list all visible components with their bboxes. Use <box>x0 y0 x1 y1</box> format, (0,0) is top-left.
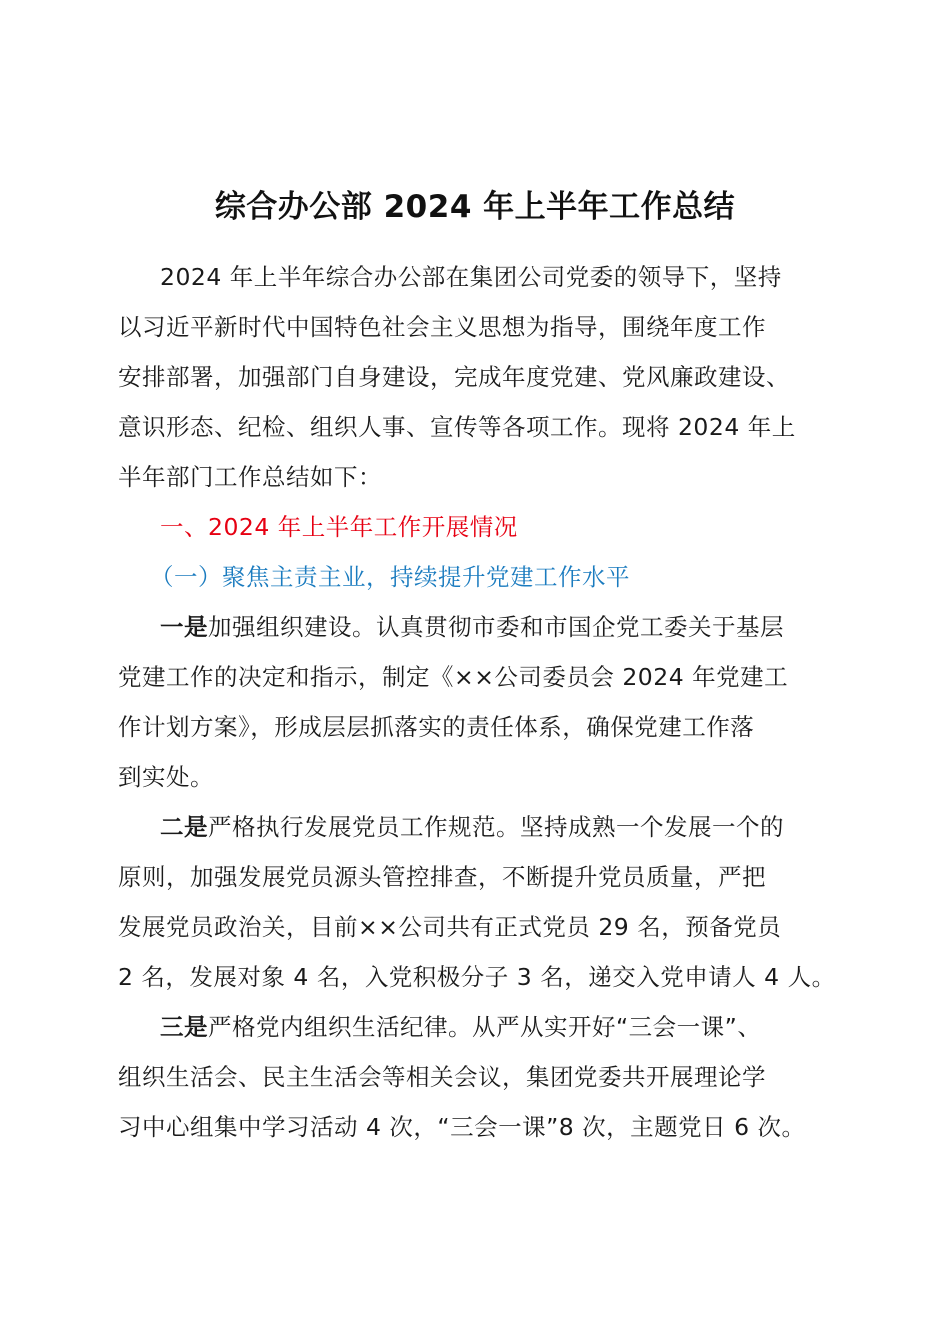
item3-line-3: 习中心组集中学习活动 4 次，“三会一课”8 次，主题党日 6 次。 <box>118 1113 806 1141</box>
item3-line-2: 组织生活会、民主生活会等相关会议，集团党委共开展理论学 <box>118 1063 766 1091</box>
item2-line-3: 发展党员政治关，目前××公司共有正式党员 29 名，预备党员 <box>118 913 782 941</box>
intro-line-1: 2024 年上半年综合办公部在集团公司党委的领导下，坚持 <box>160 263 782 291</box>
document-title: 综合办公部 2024 年上半年工作总结 <box>214 189 736 225</box>
item3-line-1 <box>160 1002 890 1052</box>
item2-lead: 二是 <box>160 813 208 841</box>
item1-line-4: 到实处。 <box>118 763 214 791</box>
intro-line-4: 意识形态、纪检、组织人事、宣传等各项工作。现将 2024 年上 <box>118 413 796 441</box>
item2-line-2: 原则，加强发展党员源头管控排查，不断提升党员质量，严把 <box>118 863 766 891</box>
item2-line-1 <box>160 802 890 852</box>
intro-line-3: 安排部署，加强部门自身建设，完成年度党建、党风廉政建设、 <box>118 363 790 391</box>
intro-line-2: 以习近平新时代中国特色社会主义思想为指导，围绕年度工作 <box>118 313 766 341</box>
section-heading-1: 一、2024 年上半年工作开展情况 <box>160 513 518 541</box>
item3-lead: 三是 <box>160 1013 208 1041</box>
subsection-heading-1: （一）聚焦主责主业，持续提升党建工作水平 <box>150 563 630 591</box>
item1-line-1 <box>160 602 890 652</box>
item1-text: 加强组织建设。认真贯彻市委和市国企党工委关于基层 <box>208 613 784 641</box>
intro-line-5: 半年部门工作总结如下： <box>118 463 382 491</box>
item1-line-3: 作计划方案》，形成层层抓落实的责任体系，确保党建工作落 <box>118 713 755 741</box>
item2-line-4: 2 名，发展对象 4 名，入党积极分子 3 名，递交入党申请人 4 人。 <box>118 963 836 991</box>
item1-lead: 一是 <box>160 613 208 641</box>
item2-text: 严格执行发展党员工作规范。坚持成熟一个发展一个的 <box>208 813 784 841</box>
item3-text: 严格党内组织生活纪律。从严从实开好“三会一课”、 <box>208 1013 762 1041</box>
item1-line-2: 党建工作的决定和指示，制定《××公司委员会 2024 年党建工 <box>118 663 789 691</box>
